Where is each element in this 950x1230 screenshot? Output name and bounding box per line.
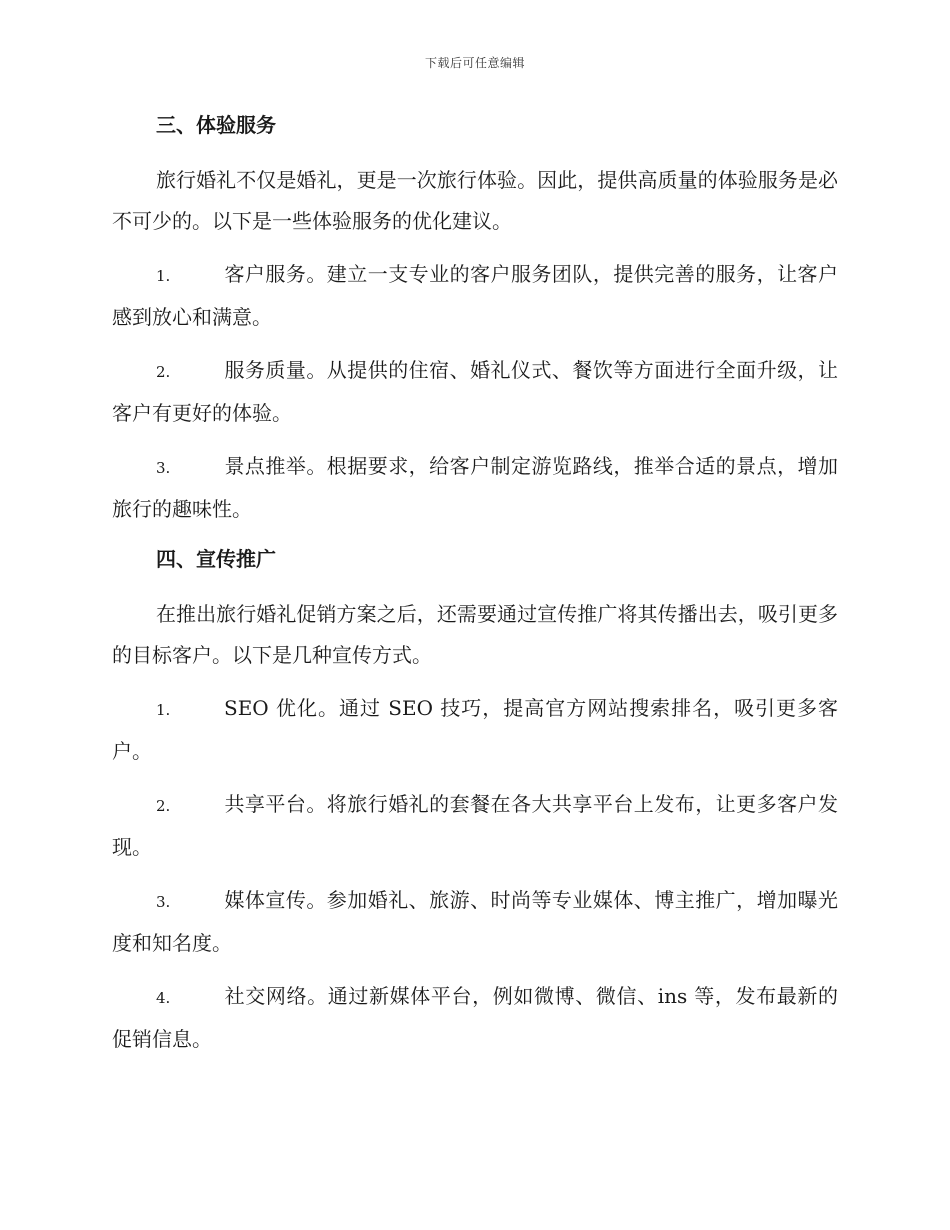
section-title-promotion: 四、宣传推广 [156, 547, 276, 571]
list-item-text: 客户服务。建立一支专业的客户服务团队，提供完善的服务，让客户感到放心和满意。 [112, 262, 838, 329]
list-item [112, 254, 838, 338]
list-item [112, 976, 838, 1060]
document-body [112, 108, 838, 1072]
list-item-text: 共享平台。将旅行婚礼的套餐在各大共享平台上发布，让更多客户发现。 [112, 792, 838, 859]
list-item-number: 2. [156, 363, 171, 381]
list-item-number: 1. [156, 701, 171, 719]
page-header: 下载后可任意编辑 [424, 56, 525, 70]
list-item [112, 784, 838, 868]
list-item-number: 1. [156, 267, 171, 285]
list-item-text: 服务质量。从提供的住宿、婚礼仪式、餐饮等方面进行全面升级，让客户有更好的体验。 [112, 358, 838, 425]
list-item [112, 688, 838, 772]
section-title-experience-service: 三、体验服务 [156, 113, 276, 137]
list-item [112, 350, 838, 434]
list-item-number: 2. [156, 797, 171, 815]
list-item-text: 媒体宣传。参加婚礼、旅游、时尚等专业媒体、博主推广，增加曝光度和知名度。 [112, 888, 838, 955]
list-item-number: 3. [156, 459, 171, 477]
list-item-text: 景点推举。根据要求，给客户制定游览路线，推举合适的景点，增加旅行的趣味性。 [112, 454, 838, 521]
list-item-number: 3. [156, 893, 171, 911]
list-item [112, 880, 838, 964]
list-item-number: 4. [156, 989, 171, 1007]
list-item-text: 社交网络。通过新媒体平台，例如微博、微信、ins 等，发布最新的促销信息。 [112, 984, 838, 1051]
list-item [112, 446, 838, 530]
list-item-text: SEO 优化。通过 SEO 技巧，提高官方网站搜索排名，吸引更多客户。 [112, 696, 838, 763]
section-intro-experience-service: 旅行婚礼不仅是婚礼，更是一次旅行体验。因此，提供高质量的体验服务是必不可少的。以下是一些体验服务的优化建议。 [112, 168, 838, 233]
section-intro-promotion: 在推出旅行婚礼促销方案之后，还需要通过宣传推广将其传播出去，吸引更多的目标客户。以下是几种宣传方式。 [112, 602, 838, 667]
